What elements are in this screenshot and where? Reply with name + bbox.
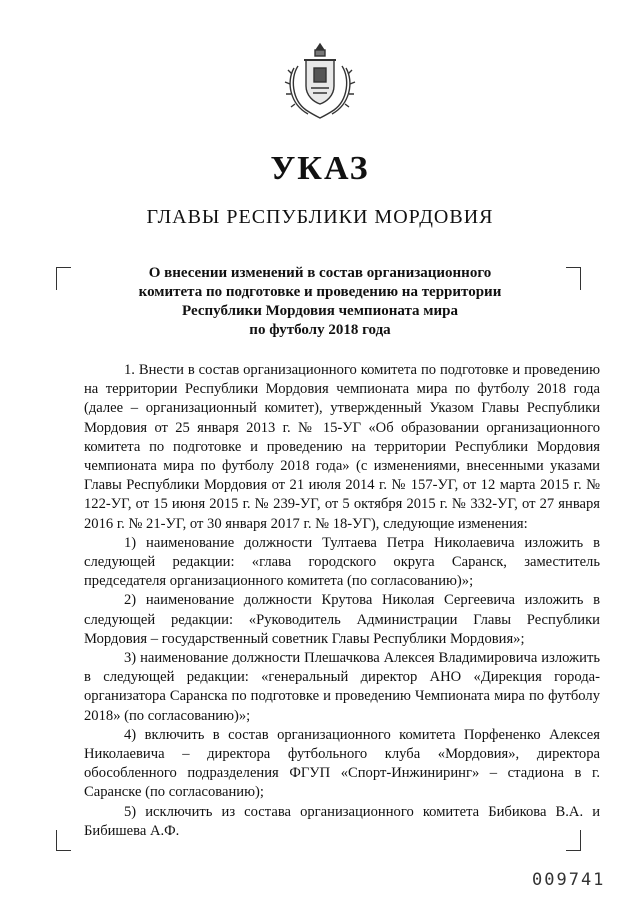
list-item-4: 4) включить в состав организационного комитета Порфененко Алексея Николаевича – директора футбольного клуба «Мордовия», директора обособленного подразделения ФГУП «Спорт-Инжиниринг» – стадиона в г. Саранске (по согласованию); <box>84 726 600 801</box>
corner-mark-bottom-right <box>566 830 581 851</box>
heading-line: О внесении изменений в состав организационного <box>148 265 492 281</box>
decree-heading <box>0 264 640 340</box>
list-item-5: 5) исключить из состава организационного комитета Бибикова В.А. и Бибишева А.Ф. <box>84 803 600 839</box>
coat-of-arms-icon <box>280 38 360 122</box>
list-item-3: 3) наименование должности Плешачкова Алексея Владимировича изложить в следующей редакции: «генеральный директор АНО «Дирекция города-организатора Саранска по подготовке и проведению Чемпионата мира по футболу 2018» (по согласованию)»; <box>84 650 600 724</box>
heading-line: по футболу 2018 года <box>249 322 391 338</box>
heading-line: Республики Мордовия чемпионата мира <box>182 303 458 319</box>
document-subtitle: ГЛАВЫ РЕСПУБЛИКИ МОРДОВИЯ <box>146 206 494 228</box>
document-title: УКАЗ <box>270 150 370 187</box>
heading-line: комитета по подготовке и проведению на территории <box>138 284 502 300</box>
corner-mark-bottom-left <box>56 830 71 851</box>
list-item-1: 1) наименование должности Тултаева Петра Николаевича изложить в следующей редакции: «глава городского округа Саранск, заместитель председателя организационного комитета (по согласованию)»; <box>84 534 600 590</box>
serial-number: 009741 <box>532 870 606 890</box>
paragraph-1: 1. Внести в состав организационного комитета по подготовке и проведению на территории Республики Мордовия чемпионата мира по футболу 2018 года (далее – организационный комитет), утвержденный Указом Главы Республики Мордовия от 25 января 2013 г. № 15-УГ «Об образовании организационного комитета по подготовке и проведению на территории Республики Мордовия чемпионата мира по футболу 2018 года» (с изменениями, внесенными указами Главы Республики Мордовия от 21 июля 2014 г. № 157-УГ, от 12 марта 2015 г. № 122-УГ, от 15 июня 2015 г. № 239-УГ, от 5 октября 2015 г. № 332-УГ, от 27 января 2016 г. № 21-УГ, от 30 января 2017 г. № 18-УГ), следующие изменения: <box>84 362 600 532</box>
decree-body <box>84 361 600 841</box>
list-item-2: 2) наименование должности Крутова Николая Сергеевича изложить в следующей редакции: «Руководитель Администрации Главы Республики Мордовия – государственный советник Главы Республики Мордовия»; <box>84 592 600 647</box>
